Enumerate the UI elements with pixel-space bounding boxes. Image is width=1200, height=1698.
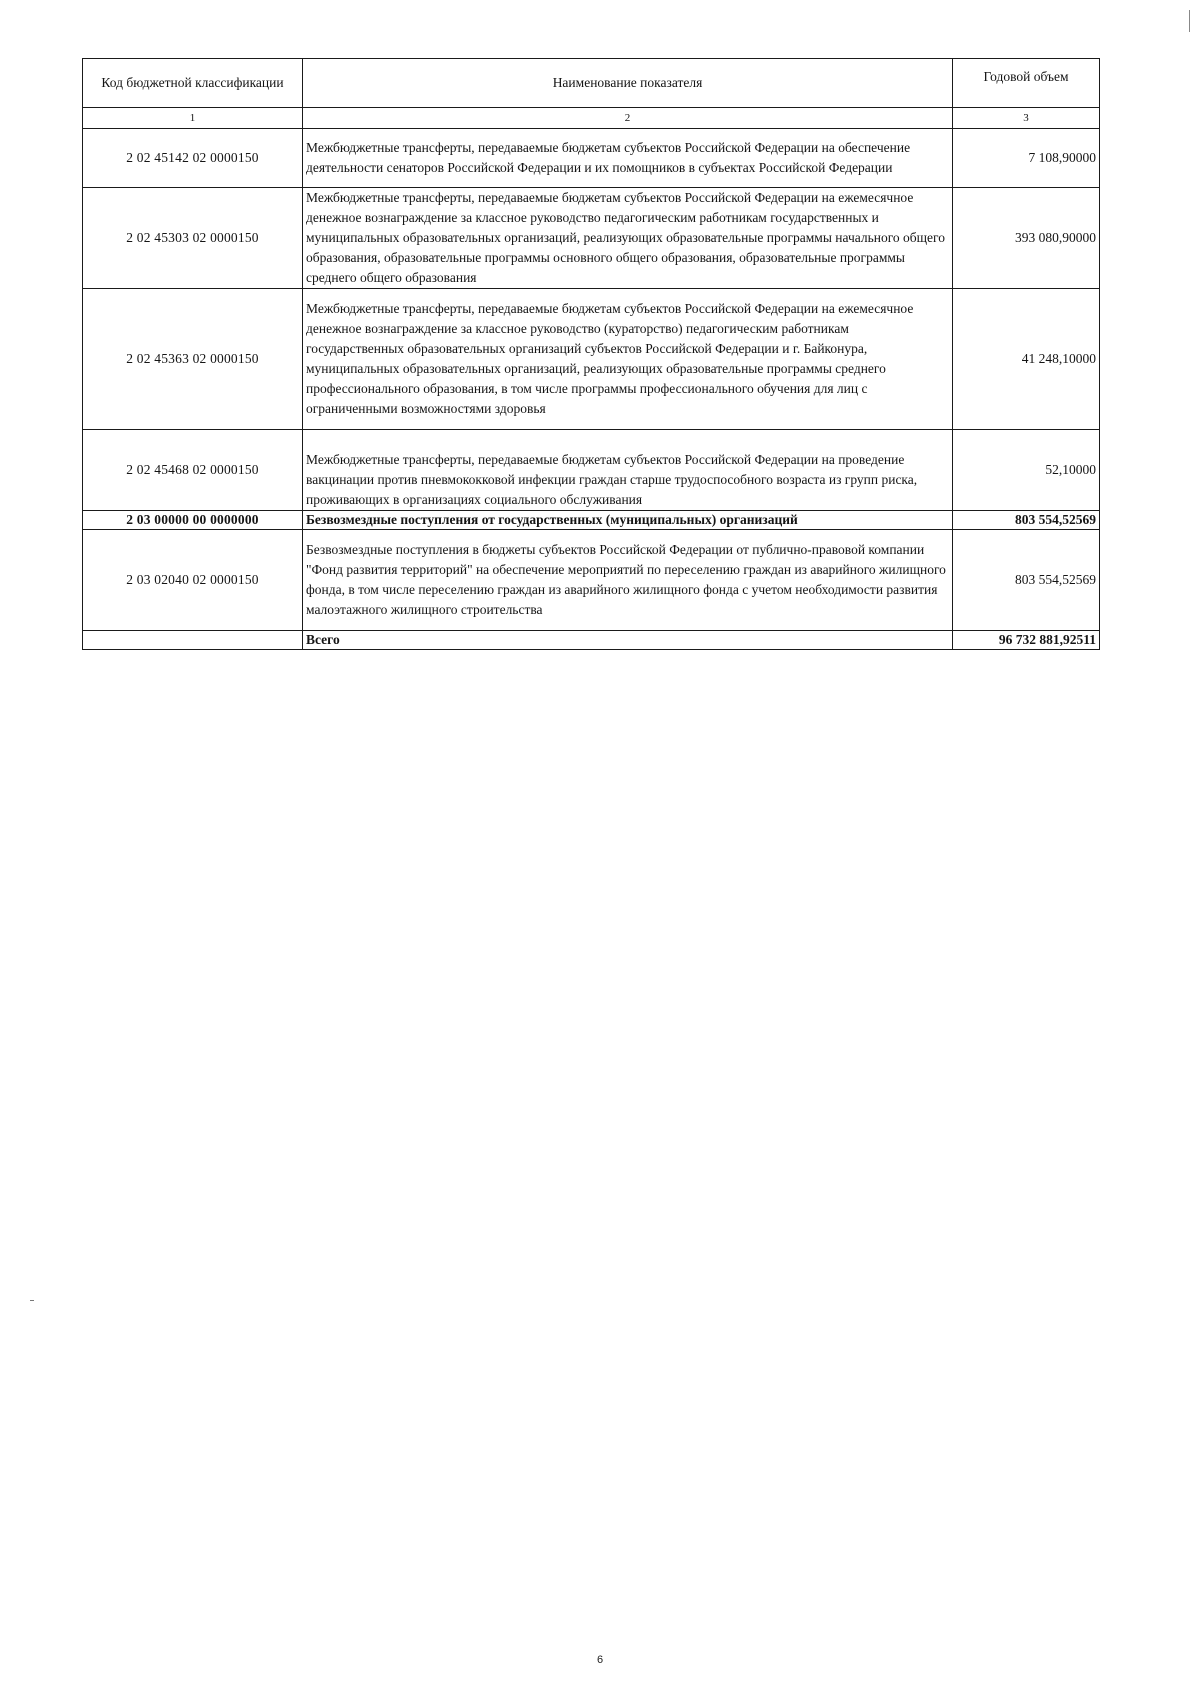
row-amount: 7 108,90000 [953, 129, 1100, 188]
row-name: Безвозмездные поступления от государственных (муниципальных) организаций [303, 511, 953, 530]
total-code-empty [83, 631, 303, 650]
row-name: Межбюджетные трансферты, передаваемые бюджетам субъектов Российской Федерации на обеспечение деятельности сенаторов Российской Федерации и их помощников в субъектах Российской Федерации [303, 129, 953, 188]
total-label: Всего [303, 631, 953, 650]
header-amount: Годовой объем [953, 59, 1100, 108]
header-name: Наименование показателя [303, 59, 953, 108]
row-code: 2 03 00000 00 0000000 [83, 511, 303, 530]
row-code: 2 03 02040 02 0000150 [83, 530, 303, 631]
row-name: Межбюджетные трансферты, передаваемые бюджетам субъектов Российской Федерации на ежемесячное денежное вознаграждение за классное руководство (кураторство) педагогическим работникам государственных образовательных организаций субъектов Российской Федерации и г. Байконура, муниципальных образовательных организаций, реализующих образовательные программы среднего профессионального образования, в том числе программы профессионального обучения для лиц с ограниченными возможностями здоровья [303, 289, 953, 430]
row-code: 2 02 45303 02 0000150 [83, 188, 303, 289]
table-row [83, 188, 1100, 289]
row-amount: 803 554,52569 [953, 511, 1100, 530]
row-amount: 41 248,10000 [953, 289, 1100, 430]
row-name: Межбюджетные трансферты, передаваемые бюджетам субъектов Российской Федерации на ежемесячное денежное вознаграждение за классное руководство педагогическим работникам государственных и муниципальных образовательных организаций, реализующих образовательные программы начального общего образования, образовательные программы основного общего образования, образовательные программы среднего общего образования [303, 188, 953, 289]
scan-artifact [30, 1300, 34, 1301]
scan-edge-mark [1185, 10, 1190, 32]
table-row [83, 129, 1100, 188]
row-code: 2 02 45468 02 0000150 [83, 430, 303, 511]
budget-table [82, 58, 1100, 650]
row-amount: 52,10000 [953, 430, 1100, 511]
column-number-2: 2 [303, 108, 953, 129]
row-code: 2 02 45363 02 0000150 [83, 289, 303, 430]
page-number: 6 [596, 1654, 604, 1666]
row-amount: 803 554,52569 [953, 530, 1100, 631]
total-amount: 96 732 881,92511 [953, 631, 1100, 650]
table-row [83, 430, 1100, 511]
table-row-group-total [83, 511, 1100, 530]
table-row [83, 289, 1100, 430]
row-code: 2 02 45142 02 0000150 [83, 129, 303, 188]
table-row [83, 530, 1100, 631]
column-number-3: 3 [953, 108, 1100, 129]
row-name: Безвозмездные поступления в бюджеты субъектов Российской Федерации от публично-правовой компании "Фонд развития территорий" на обеспечение мероприятий по переселению граждан из аварийного жилищного фонда, в том числе переселению граждан из аварийного жилищного фонда с учетом необходимости развития малоэтажного жилищного строительства [303, 530, 953, 631]
row-amount: 393 080,90000 [953, 188, 1100, 289]
table-total-row [83, 631, 1100, 650]
header-code: Код бюджетной классификации [83, 59, 303, 108]
column-numbers-row [83, 108, 1100, 129]
column-number-1: 1 [83, 108, 303, 129]
table-header-row [83, 59, 1100, 108]
row-name: Межбюджетные трансферты, передаваемые бюджетам субъектов Российской Федерации на проведение вакцинации против пневмококковой инфекции граждан старше трудоспособного возраста из групп риска, проживающих в организациях социального обслуживания [303, 430, 953, 511]
